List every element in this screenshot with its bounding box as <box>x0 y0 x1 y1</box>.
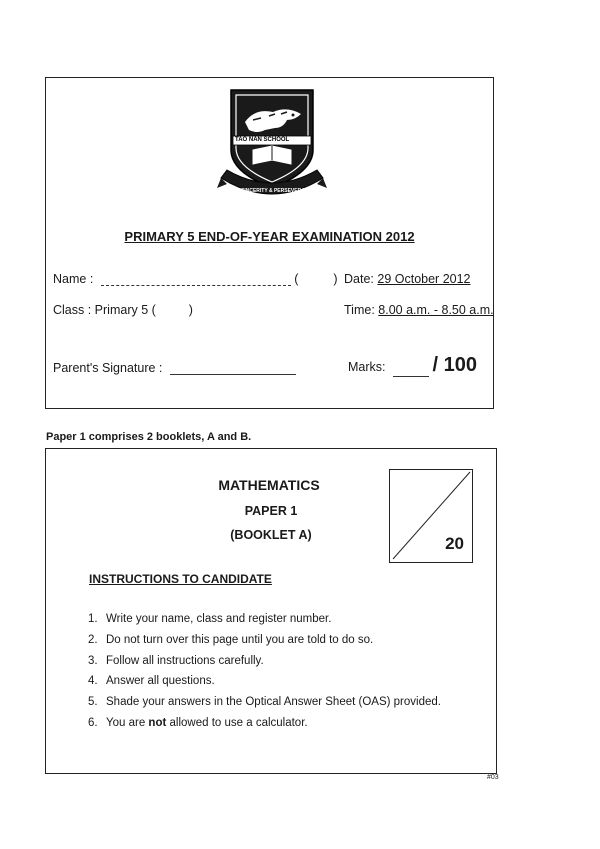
booklet-cover-box <box>45 448 497 774</box>
name-label: Name : <box>53 272 94 286</box>
subject-title: MATHEMATICS <box>218 477 320 493</box>
crest-motto: SINCERITY & PERSEVERANCE <box>241 188 316 194</box>
school-crest <box>217 84 327 209</box>
instructions-list <box>88 609 441 734</box>
score-max: 20 <box>445 534 464 553</box>
parent-signature-label: Parent's Signature : <box>53 361 163 375</box>
list-item: 4. Answer all questions. <box>88 675 215 688</box>
score-box <box>389 469 473 563</box>
name-field[interactable] <box>53 272 338 286</box>
name-line <box>101 273 291 286</box>
class-paren-close: ) <box>188 303 193 317</box>
instructions-heading: INSTRUCTIONS TO CANDIDATE <box>89 572 272 586</box>
parent-signature-line <box>170 362 296 375</box>
exam-header-box <box>45 77 494 409</box>
list-item: 6. You are not allowed to use a calculator. <box>88 716 308 729</box>
date-value: 29 October 2012 <box>377 272 471 286</box>
date-field <box>344 272 471 286</box>
crest-school-name: TAO NAN SCHOOL <box>235 137 290 143</box>
exam-title: PRIMARY 5 END-OF-YEAR EXAMINATION 2012 <box>124 229 415 244</box>
list-item: 3. Follow all instructions carefully. <box>88 654 264 667</box>
booklet-title: (BOOKLET A) <box>230 528 312 542</box>
marks-total: / 100 <box>432 354 477 376</box>
footer-code: #03 <box>487 774 499 781</box>
marks-line <box>393 364 429 377</box>
time-label: Time: <box>344 303 375 317</box>
class-field[interactable] <box>53 303 193 317</box>
paper-title: PAPER 1 <box>244 504 298 518</box>
time-value: 8.00 a.m. - 8.50 a.m. <box>378 303 494 317</box>
list-item: 1. Write your name, class and register number. <box>88 613 332 625</box>
name-paren-close: ) <box>333 272 338 286</box>
marks-label: Marks: <box>348 360 386 374</box>
list-item: 5. Shade your answers in the Optical Answer Sheet (OAS) provided. <box>88 696 441 709</box>
list-item: 2. Do not turn over this page until you are told to do so. <box>88 633 374 646</box>
name-paren-open: ( <box>294 272 299 286</box>
class-label: Class : Primary 5 ( <box>53 303 156 317</box>
parent-signature-field[interactable] <box>53 361 296 375</box>
date-label: Date: <box>344 272 374 286</box>
intro-note: Paper 1 comprises 2 booklets, A and B. <box>46 431 252 443</box>
time-field <box>344 303 494 317</box>
emphasis-not: not <box>148 716 167 729</box>
marks-field <box>348 354 477 377</box>
